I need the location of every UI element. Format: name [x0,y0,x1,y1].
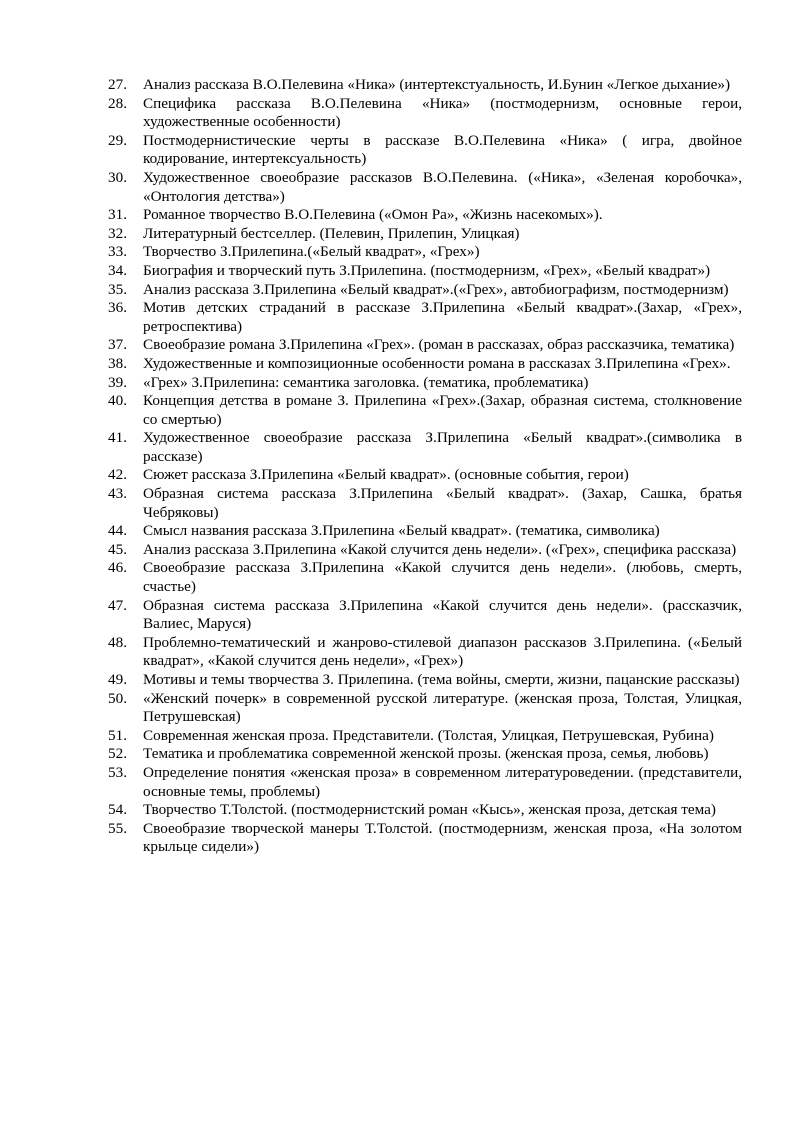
list-item-text: Творчество З.Прилепина.(«Белый квадрат», «Грех») [143,243,480,261]
list-item-text: «Грех» З.Прилепина: семантика заголовка. (тематика, проблематика) [143,373,589,391]
list-item [108,559,742,596]
list-item-number: 54. [108,801,127,819]
list-item [108,262,742,281]
list-item-number: 49. [108,671,127,688]
list-item [108,522,742,541]
list-item-number: 47. [108,596,127,614]
list-item-number: 46. [108,559,127,577]
list-item [108,281,742,300]
numbered-list [108,76,742,857]
list-item-number: 39. [108,373,127,391]
list-item-number: 35. [108,280,127,298]
list-item [108,374,742,393]
list-item [108,597,742,634]
list-item-text: Своеобразие творческой манеры Т.Толстой. (постмодернизм, женская проза, «На золотом крыльце сидели») [143,819,742,856]
list-item [108,745,742,764]
list-item [108,429,742,466]
list-item-text: Современная женская проза. Представители. (Толстая, Улицкая, Петрушевская, Рубина) [143,726,714,744]
list-item [108,206,742,225]
list-item-text: Романное творчество В.О.Пелевина («Омон Ра», «Жизнь насекомых»). [143,206,603,224]
list-item-text: Биография и творческий путь З.Прилепина. (постмодернизм, «Грех», «Белый квадрат») [143,261,711,279]
list-item-number: 27. [108,76,127,93]
list-item-text: Сюжет рассказа З.Прилепина «Белый квадрат». (основные события, герои) [143,466,629,484]
list-item-text: Художественное своеобразие рассказа З.Прилепина «Белый квадрат».(символика в рассказе) [143,429,742,465]
list-item-number: 53. [108,763,127,781]
list-item [108,634,742,671]
list-item-text: «Женский почерк» в современной русской литературе. (женская проза, Толстая, Улицкая, Петрушевская) [143,689,742,726]
list-item-number: 29. [108,131,127,149]
list-item [108,541,742,560]
list-item-number: 48. [108,633,127,651]
list-item-text: Творчество Т.Толстой. (постмодернистский роман «Кысь», женская проза, детская тема) [143,801,716,819]
list-item-number: 34. [108,261,127,279]
list-item-text: Образная система рассказа З.Прилепина «Белый квадрат». (Захар, Сашка, братья Чебряковы) [143,485,742,521]
list-item-number: 31. [108,206,127,224]
list-item-number: 38. [108,354,127,372]
list-item-text: Мотивы и темы творчества З. Прилепина. (тема войны, смерти, жизни, пацанские рассказы) [143,671,740,688]
list-item [108,225,742,244]
list-item-number: 37. [108,336,127,354]
list-item-number: 41. [108,429,127,447]
list-item [108,336,742,355]
list-item-number: 33. [108,243,127,261]
list-item-text: Мотив детских страданий в рассказе З.Прилепина «Белый квадрат».(Захар, «Грех», ретроспектива) [143,299,742,335]
list-item [108,243,742,262]
list-item [108,690,742,727]
list-item-number: 51. [108,726,127,744]
list-item [108,299,742,336]
list-item [108,95,742,132]
list-item-number: 40. [108,392,127,410]
list-item-text: Художественные и композиционные особенности романа в рассказах З.Прилепина «Грех». [143,354,731,372]
list-item-text: Концепция детства в романе З. Прилепина «Грех».(Захар, образная система, столкновение со смертью) [143,392,742,428]
list-item-text: Художественное своеобразие рассказов В.О.Пелевина. («Ника», «Зеленая коробочка», «Онтология детства») [143,168,742,205]
list-item-text: Проблемно-тематический и жанрово-стилевой диапазон рассказов З.Прилепина. («Белый квадрат», «Какой случится день недели», «Грех») [143,633,742,670]
list-item-number: 36. [108,299,127,317]
list-item [108,764,742,801]
list-item [108,820,742,857]
list-item [108,671,742,690]
list-item-number: 44. [108,522,127,540]
list-item-number: 30. [108,168,127,186]
list-item-text: Определение понятия «женская проза» в современном литературоведении. (представители, основные темы, проблемы) [143,763,742,800]
list-item-number: 50. [108,689,127,707]
list-item-text: Смысл названия рассказа З.Прилепина «Белый квадрат». (тематика, символика) [143,522,660,540]
list-item-number: 55. [108,819,127,837]
list-item-text: Анализ рассказа З.Прилепина «Белый квадрат».(«Грех», автобиографизм, постмодернизм) [143,280,729,298]
list-item [108,76,742,95]
list-item-text: Тематика и проблематика современной женской прозы. (женская проза, семья, любовь) [143,745,709,763]
list-item [108,392,742,429]
list-item-text: Специфика рассказа В.О.Пелевина «Ника» (постмодернизм, основные герои, художественные особенности) [143,94,742,131]
list-item [108,485,742,522]
list-item-text: Литературный бестселлер. (Пелевин, Прилепин, Улицкая) [143,224,520,242]
list-item [108,801,742,820]
list-item-number: 42. [108,466,127,484]
list-item [108,132,742,169]
list-item [108,169,742,206]
list-item-text: Анализ рассказа З.Прилепина «Какой случится день недели». («Грех», специфика рассказа) [143,540,737,558]
list-item-number: 32. [108,224,127,242]
list-item-text: Постмодернистические черты в рассказе В.О.Пелевина «Ника» ( игра, двойное кодирование, интертексуальность) [143,131,742,168]
list-item-number: 45. [108,540,127,558]
list-item-text: Образная система рассказа З.Прилепина «Какой случится день недели». (рассказчик, Валиес, Маруся) [143,596,742,633]
list-item-number: 52. [108,745,127,763]
list-item-text: Анализ рассказа В.О.Пелевина «Ника» (интертекстуальность, И.Бунин «Легкое дыхание») [143,76,731,93]
list-item-number: 43. [108,485,127,503]
list-item [108,466,742,485]
list-item [108,727,742,746]
list-item-text: Своеобразие рассказа З.Прилепина «Какой случится день недели». (любовь, смерть, счастье) [143,559,742,596]
list-item-text: Своеобразие романа З.Прилепина «Грех». (роман в рассказах, образ рассказчика, тематика) [143,336,735,354]
list-item-number: 28. [108,94,127,112]
list-item [108,355,742,374]
